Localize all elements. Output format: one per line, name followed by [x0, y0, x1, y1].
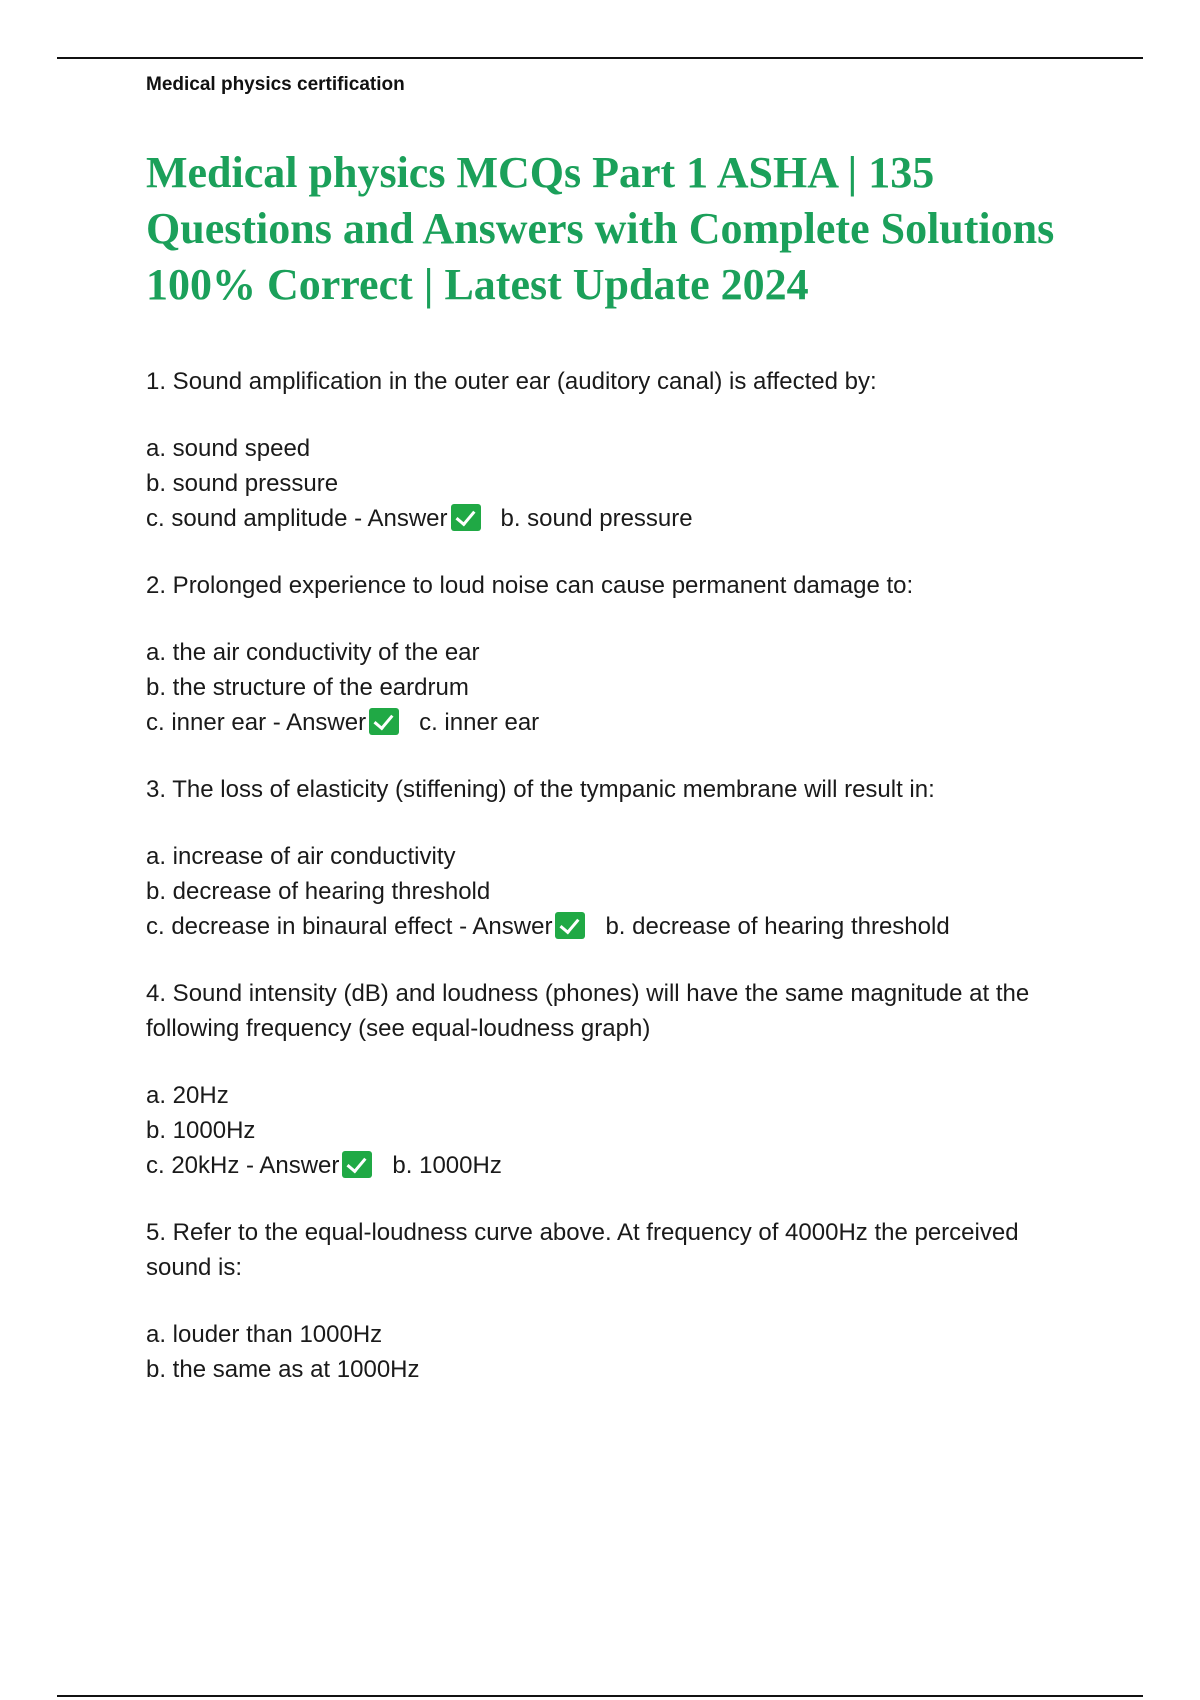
option-c: c. decrease in binaural effect - Answer: [146, 913, 553, 940]
option-c-answer-line: [146, 1148, 1086, 1183]
option-b: b. the structure of the eardrum: [146, 674, 469, 701]
option-a: a. increase of air conductivity: [146, 843, 456, 870]
option-c-answer-line: [146, 501, 1086, 536]
option-b: b. decrease of hearing threshold: [146, 878, 491, 905]
bottom-rule: [57, 1695, 1143, 1697]
option-c: c. 20kHz - Answer: [146, 1152, 340, 1179]
title-line: Questions and Answers with Complete Solutions: [146, 204, 1055, 253]
option-c-answer-line: [146, 909, 1086, 944]
options-list: [146, 431, 1086, 536]
title-line: 100% Correct | Latest Update 2024: [146, 260, 809, 309]
answer-text: b. decrease of hearing threshold: [605, 913, 950, 940]
question-block-1: [146, 364, 1086, 536]
option-c: c. inner ear - Answer: [146, 709, 367, 736]
option-b: b. sound pressure: [146, 470, 339, 497]
question-text: 4. Sound intensity (dB) and loudness (phones) will have the same magnitude at the following frequency (see equal-loudness graph): [146, 980, 1030, 1042]
question-block-3: [146, 772, 1086, 944]
top-rule: [57, 57, 1143, 59]
option-c: c. sound amplitude - Answer: [146, 505, 448, 532]
question-text: 5. Refer to the equal-loudness curve above. At frequency of 4000Hz the perceived sound is:: [146, 1219, 1019, 1281]
check-mark-icon: [555, 912, 585, 939]
answer-text: b. 1000Hz: [392, 1152, 502, 1179]
options-list: [146, 1078, 1086, 1183]
option-b: b. the same as at 1000Hz: [146, 1356, 420, 1383]
options-list: [146, 1317, 1086, 1387]
answer-text: c. inner ear: [419, 709, 540, 736]
question-text: 2. Prolonged experience to loud noise can cause permanent damage to:: [146, 572, 914, 599]
question-block-4: [146, 976, 1086, 1183]
check-mark-icon: [369, 708, 399, 735]
question-block-5: [146, 1215, 1086, 1387]
option-a: a. 20Hz: [146, 1082, 229, 1109]
document-title: [146, 145, 1106, 313]
option-a: a. the air conductivity of the ear: [146, 639, 480, 666]
check-mark-icon: [342, 1151, 372, 1178]
check-mark-icon: [451, 504, 481, 531]
options-list: [146, 635, 1086, 740]
title-line: Medical physics MCQs Part 1 ASHA | 135: [146, 148, 935, 197]
question-block-2: [146, 568, 1086, 740]
option-b: b. 1000Hz: [146, 1117, 256, 1144]
questions-list: [146, 364, 1086, 1419]
option-a: a. louder than 1000Hz: [146, 1321, 383, 1348]
question-text: 1. Sound amplification in the outer ear (auditory canal) is affected by:: [146, 368, 877, 395]
question-text: 3. The loss of elasticity (stiffening) of the tympanic membrane will result in:: [146, 776, 935, 803]
option-c-answer-line: [146, 705, 1086, 740]
option-a: a. sound speed: [146, 435, 311, 462]
running-head: Medical physics certification: [146, 74, 405, 95]
answer-text: b. sound pressure: [500, 505, 693, 532]
options-list: [146, 839, 1086, 944]
